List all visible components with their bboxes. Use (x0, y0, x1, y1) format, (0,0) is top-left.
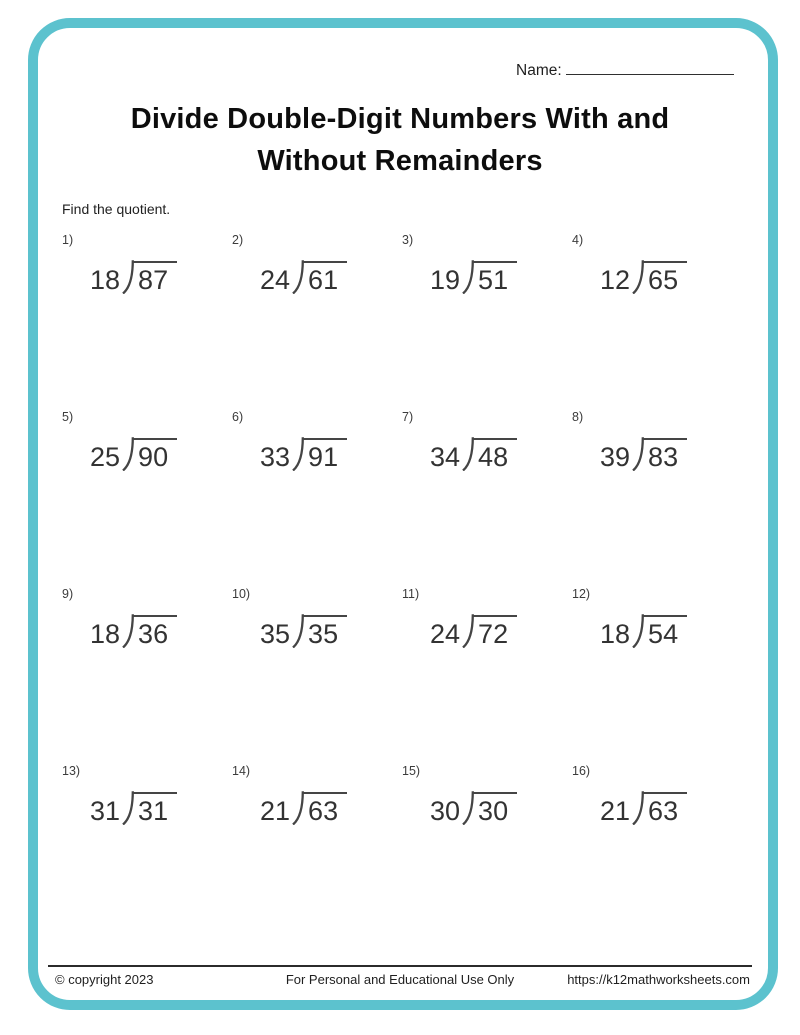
dividend: 51 (473, 261, 517, 294)
division-problem-2 (232, 233, 402, 410)
division-problem-10 (232, 587, 402, 764)
dividend: 36 (133, 615, 177, 648)
division-expression (260, 259, 347, 294)
dividend: 87 (133, 261, 177, 294)
dividend: 63 (643, 792, 687, 825)
divisor: 19 (430, 265, 461, 295)
division-expression (90, 436, 177, 471)
division-expression (430, 436, 517, 471)
problem-number: 11) (402, 587, 420, 601)
dividend: 54 (643, 615, 687, 648)
problem-number: 15) (402, 764, 421, 778)
problem-number: 10) (232, 587, 251, 601)
division-expression (260, 790, 347, 825)
dividend: 31 (133, 792, 177, 825)
divisor: 39 (600, 442, 631, 472)
division-problem-6 (232, 410, 402, 587)
page-title (60, 98, 740, 182)
division-expression (90, 613, 177, 648)
division-expression (430, 259, 517, 294)
instruction-text: Find the quotient. (62, 201, 171, 217)
footer-copyright: © copyright 2023 (55, 972, 154, 987)
problems-grid (62, 233, 742, 941)
footer-divider (48, 965, 752, 967)
dividend: 91 (303, 438, 347, 471)
problem-number: 3) (402, 233, 414, 247)
dividend: 65 (643, 261, 687, 294)
division-expression (430, 790, 517, 825)
divisor: 24 (430, 619, 461, 649)
division-problem-12 (572, 587, 742, 764)
problem-number: 9) (62, 587, 74, 601)
dividend: 63 (303, 792, 347, 825)
dividend: 90 (133, 438, 177, 471)
division-problem-14 (232, 764, 402, 941)
problem-number: 6) (232, 410, 244, 424)
problem-number: 12) (572, 587, 591, 601)
division-expression (90, 259, 177, 294)
division-problem-15 (402, 764, 572, 941)
page-title-line1: Divide Double-Digit Numbers With and (130, 103, 670, 135)
divisor: 18 (90, 619, 121, 649)
division-problem-5 (62, 410, 232, 587)
divisor: 18 (600, 619, 631, 649)
division-problem-7 (402, 410, 572, 587)
division-expression (260, 613, 347, 648)
division-expression (600, 259, 687, 294)
divisor: 21 (260, 796, 291, 826)
division-problem-13 (62, 764, 232, 941)
problem-number: 7) (402, 410, 414, 424)
divisor: 34 (430, 442, 461, 472)
divisor: 24 (260, 265, 291, 295)
divisor: 18 (90, 265, 121, 295)
dividend: 30 (473, 792, 517, 825)
problem-number: 4) (572, 233, 584, 247)
problem-number: 5) (62, 410, 74, 424)
page-title-line2: Without Remainders (257, 145, 543, 178)
division-expression (600, 436, 687, 471)
problem-number: 8) (572, 410, 584, 424)
divisor: 31 (90, 796, 121, 826)
problem-number: 14) (232, 764, 251, 778)
dividend: 48 (473, 438, 517, 471)
name-label: Name: (516, 62, 562, 79)
name-blank-line (566, 61, 734, 75)
footer-url: https://k12mathworksheets.com (567, 972, 750, 987)
dividend: 61 (303, 261, 347, 294)
dividend: 35 (303, 615, 347, 648)
division-expression (90, 790, 177, 825)
divisor: 12 (600, 265, 631, 295)
divisor: 25 (90, 442, 121, 472)
division-problem-3 (402, 233, 572, 410)
name-row (516, 61, 734, 80)
division-problem-4 (572, 233, 742, 410)
footer-usage-text: For Personal and Educational Use Only (285, 972, 515, 987)
dividend: 83 (643, 438, 687, 471)
problem-number: 1) (62, 233, 74, 247)
problem-number: 16) (572, 764, 591, 778)
divisor: 21 (600, 796, 631, 826)
division-problem-16 (572, 764, 742, 941)
division-problem-1 (62, 233, 232, 410)
division-expression (600, 790, 687, 825)
division-problem-11 (402, 587, 572, 764)
divisor: 33 (260, 442, 291, 472)
division-expression (260, 436, 347, 471)
dividend: 72 (473, 615, 517, 648)
divisor: 35 (260, 619, 291, 649)
division-problem-9 (62, 587, 232, 764)
problem-number: 13) (62, 764, 81, 778)
footer (0, 972, 800, 987)
problem-number: 2) (232, 233, 244, 247)
division-expression (430, 613, 517, 648)
divisor: 30 (430, 796, 461, 826)
division-problem-8 (572, 410, 742, 587)
division-expression (600, 613, 687, 648)
